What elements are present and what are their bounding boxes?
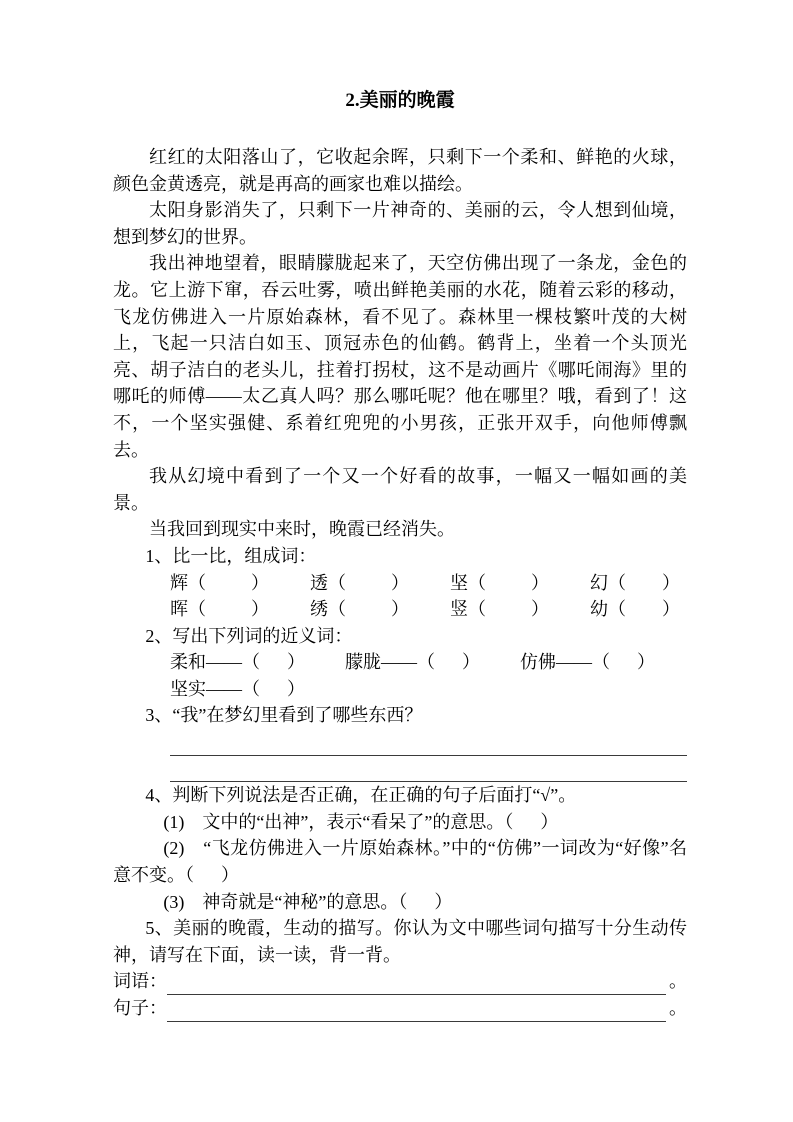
- paragraph-4: 我从幻境中看到了一个又一个好看的故事，一幅又一幅如画的美景。: [113, 466, 687, 513]
- word-blank-jian: 坚（ ）: [450, 572, 549, 593]
- question-3-label: 3、“我”在梦幻里看到了哪些东西？: [145, 705, 423, 726]
- question-2-row-1: [113, 649, 687, 676]
- answer-blank-line-1: [170, 729, 687, 756]
- paragraph-3: 我出神地望着，眼睛朦胧起来了，天空仿佛出现了一条龙，金色的龙。它上游下窜，吞云吐雾，喷出鲜艳美丽的水花，随着云彩的移动，飞龙仿佛进入一片原始森林，看不见了。森林里一棵枝繁叶茂的大树上，飞起一只洁白如玉、顶冠赤色的仙鹤。鹤背上，坐着一个头顶光亮、胡子洁白的老头儿，拄着打拐杖，这不是动画片《哪吒闹海》里的哪吒的师傅——太乙真人吗？那么哪吒呢？他在哪里？哦，看到了！这不，一个坚实强健、系着红兜兜的小男孩，正张开双手，向他师傅飘去。: [113, 253, 687, 460]
- question-5-label: 5、美丽的晚霞，生动的描写。你认为文中哪些词句描写十分生动传神，请写在下面，读一读，背一背。: [113, 918, 687, 965]
- word-answer-period: 。: [669, 971, 687, 992]
- word-blank-xiu: 绣（ ）: [310, 599, 409, 620]
- word-blank-huan: 幻（ ）: [590, 572, 680, 593]
- question-4-label: 4、判断下列说法是否正确，在正确的句子后面打“√”。: [145, 785, 577, 806]
- word-answer-label: 词语：: [113, 971, 167, 992]
- answer-blank-line-2: [170, 756, 687, 783]
- question-1-row-1: [113, 570, 687, 597]
- sentence-answer-label: 句子：: [113, 998, 167, 1018]
- question-1-row-2: [113, 596, 687, 623]
- word-answer-line: [113, 968, 687, 995]
- word-answer-blank: [167, 973, 666, 995]
- sentence-answer-period: 。: [669, 998, 687, 1018]
- synonym-blank-jianshi: 坚实——（ ）: [170, 678, 305, 699]
- word-blank-tou: 透（ ）: [310, 572, 409, 593]
- paragraph-1: 红红的太阳落山了，它收起余晖，只剩下一个柔和、鲜艳的火球，颜色金黄透亮，就是再高的画家也难以描绘。: [113, 147, 687, 194]
- synonym-blank-rouhe: 柔和——（ ）: [170, 652, 305, 673]
- word-blank-hui: 辉（ ）: [170, 572, 269, 593]
- question-2-row-2: [113, 676, 687, 703]
- word-blank-shu: 竖（ ）: [450, 599, 549, 620]
- question-1-label: 1、比一比，组成词：: [145, 545, 317, 566]
- question-2-label: 2、写出下列词的近义词：: [145, 625, 353, 646]
- paragraph-5: 当我回到现实中来时，晚霞已经消失。: [149, 519, 455, 540]
- question-4-item-3: (3) 神奇就是“神秘”的意思。（ ）: [163, 891, 453, 912]
- synonym-blank-menglong: 朦胧——（ ）: [345, 652, 480, 673]
- synonym-blank-fangfu: 仿佛——（ ）: [520, 652, 655, 673]
- paragraph-2: 太阳身影消失了，只剩下一片神奇的、美丽的云，令人想到仙境，想到梦幻的世界。: [113, 200, 687, 247]
- word-blank-hui2: 晖（ ）: [170, 599, 269, 620]
- page-title: 2.美丽的晚霞: [345, 90, 455, 111]
- question-4-item-1: (1) 文中的“出神”，表示“看呆了”的意思。（ ）: [163, 811, 559, 832]
- word-blank-you: 幼（ ）: [590, 599, 680, 620]
- question-4-item-2: (2) “飞龙仿佛进入一片原始森林。”中的“仿佛”一词改为“好像”名意不变。（ ）: [113, 838, 687, 886]
- sentence-answer-line: [113, 995, 687, 1022]
- sentence-answer-blank: [167, 1000, 666, 1022]
